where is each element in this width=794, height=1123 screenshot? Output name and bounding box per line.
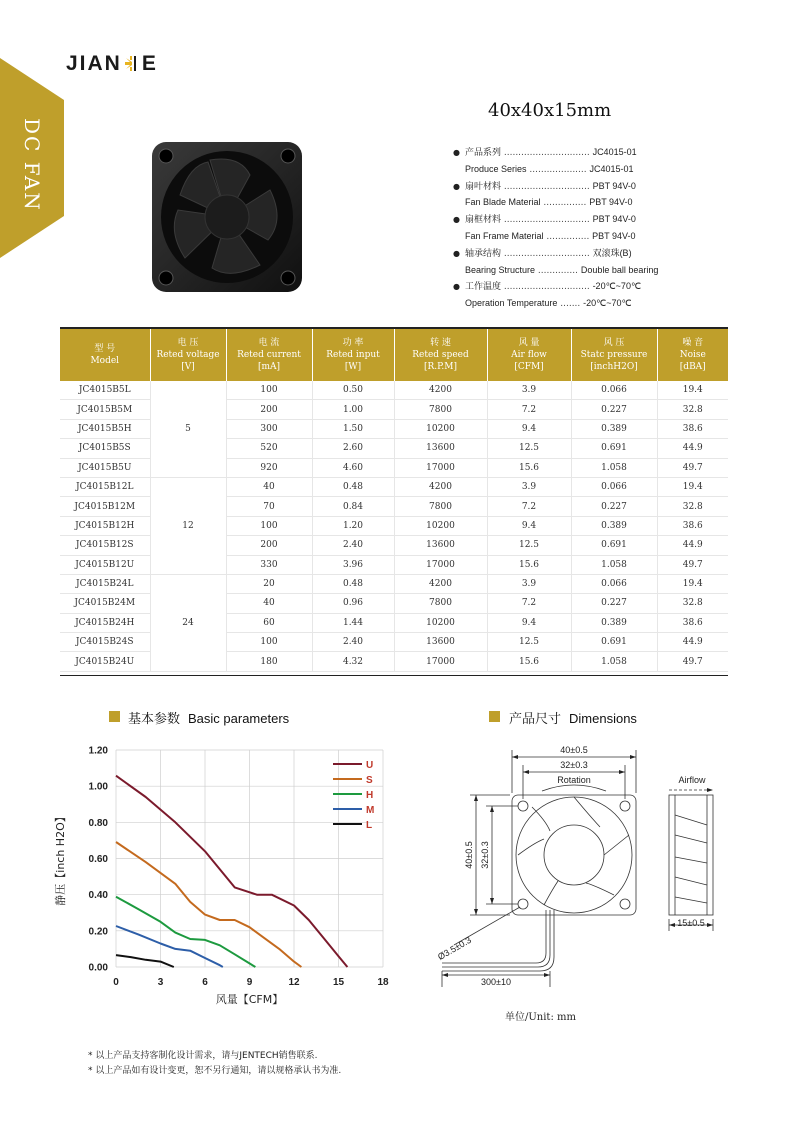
dimension-drawing — [434, 735, 734, 995]
section-title-dimensions-cn: 产品尺寸 — [509, 712, 562, 727]
series-line-u — [116, 776, 347, 967]
spec-value: JC4015-01 — [592, 147, 637, 157]
spec-leader-dots: .............................. — [501, 148, 593, 158]
table-cell: 38.6 — [657, 613, 728, 632]
table-cell: 44.9 — [657, 536, 728, 555]
table-cell: 1.20 — [312, 516, 394, 535]
table-cell: 32.8 — [657, 594, 728, 613]
column-header — [394, 329, 487, 381]
x-axis-label: 风量【CFM】 — [215, 993, 284, 1006]
table-cell: 32.8 — [657, 497, 728, 516]
table-header-row — [60, 329, 728, 381]
table-cell: 1.44 — [312, 613, 394, 632]
y-tick-label: 0.00 — [88, 962, 108, 974]
table-cell: 9.4 — [487, 516, 571, 535]
table-cell: 19.4 — [657, 574, 728, 593]
column-header-line: [dBA] — [679, 362, 706, 372]
table-cell: 100 — [226, 633, 312, 652]
spec-row — [453, 245, 753, 262]
table-cell: 19.4 — [657, 477, 728, 496]
legend-label: M — [366, 805, 375, 816]
bullet-icon: ● — [453, 148, 460, 157]
spec-value: PBT 94V-0 — [589, 197, 633, 208]
column-header-line: [inchH2O] — [590, 362, 638, 372]
spec-list — [453, 144, 753, 312]
model-cell: JC4015B12U — [60, 555, 150, 574]
series-line-s — [116, 842, 301, 967]
table-cell: 0.691 — [571, 536, 657, 555]
column-header-line: Statc pressure — [580, 350, 648, 360]
voltage-cell: 12 — [150, 477, 226, 574]
logo-sun-icon — [122, 56, 142, 71]
spec-label: 产品系列 — [465, 148, 502, 158]
dim-rotation: Rotation — [557, 775, 591, 785]
x-tick-label: 3 — [157, 977, 164, 988]
model-cell: JC4015B24H — [60, 613, 150, 632]
spec-label: 扇叶材料 — [465, 181, 502, 192]
spec-label: Bearing Structure — [465, 264, 536, 275]
table-cell: 0.389 — [571, 419, 657, 438]
column-header-line: 功 率 — [342, 338, 364, 348]
section-title-dimensions — [509, 708, 637, 727]
table-cell: 13600 — [394, 536, 487, 555]
column-header — [487, 329, 571, 381]
spec-label: Fan Frame Material — [465, 230, 544, 241]
spec-value: JC4015-01 — [589, 163, 634, 174]
x-tick-label: 9 — [246, 977, 253, 988]
model-cell: JC4015B12H — [60, 516, 150, 535]
legend-label: H — [366, 790, 374, 801]
table-cell: 49.7 — [657, 652, 728, 671]
spec-label: 扇框材料 — [465, 215, 502, 226]
spec-label: Produce Series — [465, 163, 527, 174]
table-cell: 4.32 — [312, 652, 394, 671]
dim-hole-spacing: 32±0.3 — [560, 760, 588, 770]
table-cell: 3.96 — [312, 555, 394, 574]
section-marker — [489, 711, 500, 722]
spec-label: 轴承结构 — [465, 248, 502, 259]
table-cell: 920 — [226, 458, 312, 477]
column-header-line: [R.P.M] — [424, 362, 457, 372]
table-cell: 0.066 — [571, 574, 657, 593]
table-cell: 0.227 — [571, 594, 657, 613]
legend-label: L — [366, 820, 373, 831]
table-cell: 7800 — [394, 594, 487, 613]
table-cell: 3.9 — [487, 574, 571, 593]
model-cell: JC4015B5U — [60, 458, 150, 477]
spec-value: -20℃~70℃ — [583, 298, 632, 309]
table-cell: 70 — [226, 497, 312, 516]
table-cell: 330 — [226, 555, 312, 574]
unit-label: 单位/Unit: mm — [505, 1012, 576, 1023]
x-tick-label: 12 — [288, 977, 300, 988]
spec-leader-dots: .............................. — [501, 181, 593, 192]
table-cell: 0.227 — [571, 400, 657, 419]
table-cell: 15.6 — [487, 652, 571, 671]
model-cell: JC4015B12L — [60, 477, 150, 496]
section-title-dimensions-en: Dimensions — [569, 711, 637, 726]
section-title-basic — [128, 708, 289, 727]
pq-curve-chart — [50, 738, 410, 1008]
table-row — [60, 477, 728, 496]
table-cell: 7800 — [394, 497, 487, 516]
model-cell: JC4015B5L — [60, 381, 150, 400]
spec-leader-dots: .............................. — [501, 282, 593, 293]
section-title-basic-cn: 基本参数 — [128, 712, 181, 727]
table-cell: 10200 — [394, 613, 487, 632]
x-tick-label: 6 — [202, 977, 208, 988]
y-tick-label: 0.60 — [88, 854, 108, 865]
dim-hole-spacing-v: 32±0.3 — [480, 841, 490, 869]
spec-row — [453, 161, 753, 178]
column-header-line: 电 流 — [258, 338, 280, 348]
column-header-line: Air flow — [511, 350, 547, 360]
table-cell: 13600 — [394, 439, 487, 458]
table-cell: 7.2 — [487, 594, 571, 613]
table-row — [60, 574, 728, 593]
table-cell: 1.50 — [312, 419, 394, 438]
table-cell: 180 — [226, 652, 312, 671]
table-cell: 2.40 — [312, 536, 394, 555]
series-line-l — [116, 955, 174, 967]
y-tick-label: 0.20 — [88, 926, 108, 938]
bullet-icon: ● — [453, 215, 460, 225]
footnotes — [88, 1049, 341, 1079]
spec-leader-dots: .............. — [535, 265, 581, 276]
table-cell: 7.2 — [487, 400, 571, 419]
table-cell: 0.389 — [571, 516, 657, 535]
x-tick-label: 18 — [377, 977, 389, 988]
y-tick-label: 0.80 — [88, 817, 108, 829]
column-header-line: Noise — [679, 350, 706, 360]
column-header-line: Reted speed — [412, 350, 469, 360]
column-header-line: 转 速 — [430, 338, 451, 348]
model-cell: JC4015B5H — [60, 419, 150, 438]
column-header — [312, 329, 394, 381]
column-header — [60, 329, 150, 381]
spec-value: PBT 94V-0 — [592, 180, 636, 191]
table-cell: 3.9 — [487, 381, 571, 400]
table-cell: 40 — [226, 477, 312, 496]
table-cell: 17000 — [394, 458, 487, 477]
table-cell: 0.227 — [571, 497, 657, 516]
model-cell: JC4015B24S — [60, 633, 150, 652]
voltage-cell: 5 — [150, 381, 226, 477]
column-header-line: [W] — [344, 362, 362, 372]
section-title-basic-en: Basic parameters — [188, 711, 290, 726]
table-cell: 49.7 — [657, 458, 728, 477]
x-tick-label: 15 — [332, 977, 345, 988]
table-cell: 1.058 — [571, 555, 657, 574]
spec-label: 工作温度 — [465, 282, 502, 293]
table-cell: 7.2 — [487, 497, 571, 516]
model-title: 40x40x15mm — [488, 100, 612, 121]
spec-row — [453, 211, 753, 228]
spec-label: Operation Temperature — [465, 298, 558, 309]
ribbon-text: DC FAN — [20, 118, 44, 212]
table-cell: 0.066 — [571, 477, 657, 496]
y-tick-label: 1.00 — [88, 781, 108, 793]
column-header-line: [mA] — [257, 362, 281, 372]
column-header-line: 风 压 — [603, 338, 625, 348]
table-cell: 1.058 — [571, 458, 657, 477]
column-header-line: 噪 音 — [682, 338, 704, 348]
spec-row — [453, 144, 753, 161]
table-cell: 38.6 — [657, 419, 728, 438]
column-header-line: Reted input — [326, 350, 380, 360]
table-cell: 17000 — [394, 555, 487, 574]
table-cell: 7800 — [394, 400, 487, 419]
table-cell: 12.5 — [487, 633, 571, 652]
legend-label: S — [366, 775, 373, 786]
table-cell: 0.691 — [571, 633, 657, 652]
table-cell: 10200 — [394, 516, 487, 535]
table-cell: 0.066 — [571, 381, 657, 400]
table-cell: 12.5 — [487, 439, 571, 458]
model-cell: JC4015B5M — [60, 400, 150, 419]
fan-product-photo — [150, 140, 305, 295]
table-cell: 9.4 — [487, 613, 571, 632]
table-cell: 44.9 — [657, 633, 728, 652]
table-cell: 12.5 — [487, 536, 571, 555]
column-header — [657, 329, 728, 381]
table-cell: 9.4 — [487, 419, 571, 438]
table-cell: 100 — [226, 381, 312, 400]
spec-value: 双滚珠(B) — [592, 247, 632, 258]
table-cell: 40 — [226, 594, 312, 613]
spec-row — [453, 178, 753, 195]
spec-row — [453, 194, 753, 211]
column-header-line: 电 压 — [177, 338, 199, 348]
logo-text-left: JIAN — [66, 52, 122, 75]
bullet-icon: ● — [453, 181, 460, 191]
spec-value: Double ball bearing — [580, 264, 659, 275]
column-header-line: [V] — [181, 362, 195, 372]
logo-text-right: E — [141, 52, 158, 75]
spec-value: PBT 94V-0 — [592, 214, 636, 225]
dim-thickness: 15±0.5 — [677, 918, 705, 928]
spec-row — [453, 295, 753, 312]
table-cell: 15.6 — [487, 555, 571, 574]
table-cell: 1.00 — [312, 400, 394, 419]
brand-logo — [66, 52, 158, 76]
spec-value: -20℃~70℃ — [592, 281, 642, 292]
table-cell: 100 — [226, 516, 312, 535]
model-cell: JC4015B24U — [60, 652, 150, 671]
model-cell: JC4015B12M — [60, 497, 150, 516]
column-header-line: [CFM] — [514, 362, 544, 372]
dim-height: 40±0.5 — [464, 841, 474, 869]
legend-label: U — [366, 760, 374, 771]
table-cell: 4.60 — [312, 458, 394, 477]
table-cell: 20 — [226, 574, 312, 593]
column-header — [150, 329, 226, 381]
spec-value: PBT 94V-0 — [592, 230, 636, 241]
table-cell: 10200 — [394, 419, 487, 438]
dim-airflow: Airflow — [678, 775, 706, 785]
table-cell: 4200 — [394, 381, 487, 400]
column-header-line: 风 量 — [518, 338, 540, 348]
table-cell: 0.84 — [312, 497, 394, 516]
table-cell: 60 — [226, 613, 312, 632]
table-cell: 44.9 — [657, 439, 728, 458]
table-cell: 0.96 — [312, 594, 394, 613]
spec-leader-dots: ............... — [540, 198, 590, 209]
column-header-line: Reted voltage — [156, 350, 220, 360]
table-row — [60, 381, 728, 400]
table-cell: 2.40 — [312, 633, 394, 652]
table-cell: 300 — [226, 419, 312, 438]
model-cell: JC4015B12S — [60, 536, 150, 555]
table-cell: 200 — [226, 536, 312, 555]
dim-width: 40±0.5 — [560, 745, 588, 755]
column-header-line: Model — [90, 356, 120, 366]
table-cell: 0.389 — [571, 613, 657, 632]
footnote: * 以上产品如有设计变更，恕不另行通知，请以规格承认书为准. — [88, 1066, 342, 1076]
spec-row — [453, 228, 753, 245]
table-cell: 520 — [226, 439, 312, 458]
table-cell: 0.48 — [312, 574, 394, 593]
footnote: * 以上产品支持客制化设计需求，请与JENTECH销售联系. — [88, 1051, 318, 1061]
bullet-icon: ● — [453, 282, 460, 292]
spec-label: Fan Blade Material — [465, 197, 541, 208]
table-cell: 0.691 — [571, 439, 657, 458]
table-cell: 32.8 — [657, 400, 728, 419]
table-cell: 38.6 — [657, 516, 728, 535]
table-cell: 4200 — [394, 477, 487, 496]
table-bottom-rule — [60, 675, 728, 676]
table-cell: 3.9 — [487, 477, 571, 496]
table-cell: 1.058 — [571, 652, 657, 671]
spec-leader-dots: ....... — [557, 299, 584, 310]
y-tick-label: 1.20 — [88, 745, 108, 757]
table-cell: 4200 — [394, 574, 487, 593]
column-header-line: Reted current — [237, 350, 301, 360]
table-cell: 2.60 — [312, 439, 394, 458]
table-cell: 15.6 — [487, 458, 571, 477]
table-cell: 0.50 — [312, 381, 394, 400]
dim-lead-length: 300±10 — [481, 977, 511, 987]
bullet-icon: ● — [453, 248, 460, 258]
spec-leader-dots: .................... — [526, 164, 590, 175]
column-header — [571, 329, 657, 381]
section-marker — [109, 711, 120, 722]
spec-row — [453, 278, 753, 295]
spec-leader-dots: .............................. — [501, 215, 593, 226]
y-axis-label: 静压【inch H2O】 — [54, 811, 67, 906]
table-cell: 49.7 — [657, 555, 728, 574]
spec-table — [60, 329, 728, 672]
column-header — [226, 329, 312, 381]
table-cell: 19.4 — [657, 381, 728, 400]
dim-hole: Ø3.5±0.3 — [435, 934, 474, 962]
series-line-h — [116, 897, 255, 967]
model-cell: JC4015B24L — [60, 574, 150, 593]
x-tick-label: 0 — [113, 977, 119, 988]
series-line-m — [116, 926, 223, 967]
table-cell: 17000 — [394, 652, 487, 671]
model-cell: JC4015B24M — [60, 594, 150, 613]
column-header-line: 型 号 — [94, 344, 116, 354]
spec-leader-dots: ............... — [543, 231, 593, 242]
table-cell: 0.48 — [312, 477, 394, 496]
table-cell: 200 — [226, 400, 312, 419]
table-cell: 13600 — [394, 633, 487, 652]
spec-leader-dots: .............................. — [501, 248, 593, 259]
spec-row — [453, 262, 753, 279]
voltage-cell: 24 — [150, 574, 226, 671]
y-tick-label: 0.40 — [88, 890, 108, 902]
model-cell: JC4015B5S — [60, 439, 150, 458]
